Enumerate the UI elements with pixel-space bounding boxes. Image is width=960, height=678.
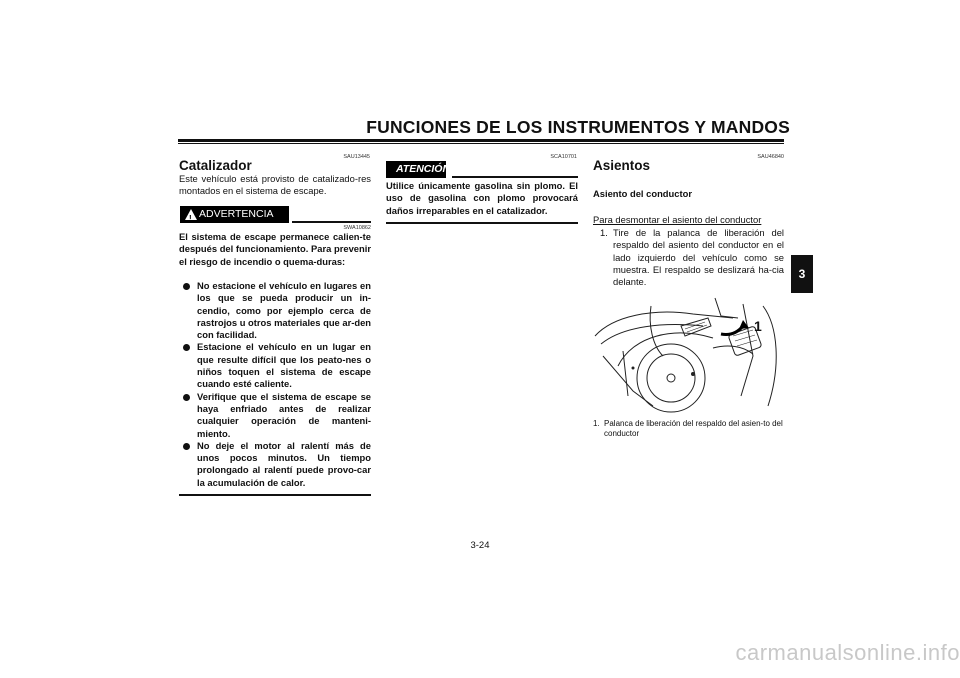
notice-banner xyxy=(386,161,451,178)
caption-number: 1. xyxy=(593,419,600,428)
warning-icon xyxy=(185,209,197,220)
warning-end-rule xyxy=(179,494,371,496)
warning-text: El sistema de escape permanece calien-te después del funcionamiento. Para prevenir el riesgo de incendio o quema-duras: xyxy=(179,231,371,267)
header-rule-thin xyxy=(178,143,784,144)
bullet-icon xyxy=(183,344,190,351)
notice-label: ATENCIÓN xyxy=(396,163,451,175)
warning-banner xyxy=(180,206,289,223)
chapter-tab: 3 xyxy=(791,255,813,293)
list-item xyxy=(179,280,371,341)
section-title-asientos: Asientos xyxy=(593,158,651,173)
warning-bullet-list xyxy=(179,280,371,489)
procedure-heading: Para desmontar el asiento del conductor xyxy=(593,214,762,225)
list-item xyxy=(179,391,371,440)
warning-rule xyxy=(292,221,371,223)
list-item xyxy=(179,341,371,390)
section-title-catalizador: Catalizador xyxy=(179,158,252,173)
subsection-title: Asiento del conductor xyxy=(593,188,692,199)
header-rule xyxy=(178,139,784,142)
notice-code: SCA10701 xyxy=(550,154,577,160)
page-header-title: FUNCIONES DE LOS INSTRUMENTOS Y MANDOS xyxy=(366,117,790,137)
bullet-icon xyxy=(183,394,190,401)
step-number: 1. xyxy=(600,227,608,238)
bullet-icon xyxy=(183,443,190,450)
figure-caption: Palanca de liberación del respaldo del asien-to del conductor xyxy=(604,419,783,438)
section-code: SAU13445 xyxy=(343,154,370,160)
warning-label: ADVERTENCIA xyxy=(199,208,274,220)
warning-code: SWA10862 xyxy=(343,225,371,231)
list-item xyxy=(179,440,371,489)
bullet-text: Estacione el vehículo en un lugar en que resulte difícil que los peato-nes o niños toquen el sistema de escape cuando esté caliente. xyxy=(197,341,371,390)
bullet-text: Verifique que el sistema de escape se haya enfriado antes de realizar cualquier operación de manteni-miento. xyxy=(197,390,371,439)
page-number: 3-24 xyxy=(470,540,490,551)
notice-text: Utilice únicamente gasolina sin plomo. El uso de gasolina con plomo provocará daños irreparables en el catalizador. xyxy=(386,180,578,216)
bullet-text: No estacione el vehículo en lugares en los que se pueda producir un in-cendio, como por ejemplo cerca de rastrojos u otros materiales que ar-den con facilidad. xyxy=(197,280,372,341)
catalizador-intro: Este vehículo está provisto de catalizado-res montados en el sistema de escape. xyxy=(179,173,371,197)
seat-release-lever-illustration xyxy=(593,296,784,414)
bullet-icon xyxy=(183,283,190,290)
notice-rule xyxy=(452,176,578,178)
bullet-text: No deje el motor al ralentí más de unos pocos minutos. Un tiempo prolongado al ralentí puede provo-car la acumulación de calor. xyxy=(197,439,371,488)
section-code-asientos: SAU46840 xyxy=(757,154,784,160)
figure-callout-1: 1 xyxy=(754,318,762,334)
notice-end-rule xyxy=(386,222,578,224)
watermark-logo: carmanualsonline.info xyxy=(735,640,960,665)
step-text: Tire de la palanca de liberación del respaldo del asiento del conductor en el lado izquierdo del vehículo como se muestra. El respaldo se deslizará ha-cia delante. xyxy=(613,227,784,288)
